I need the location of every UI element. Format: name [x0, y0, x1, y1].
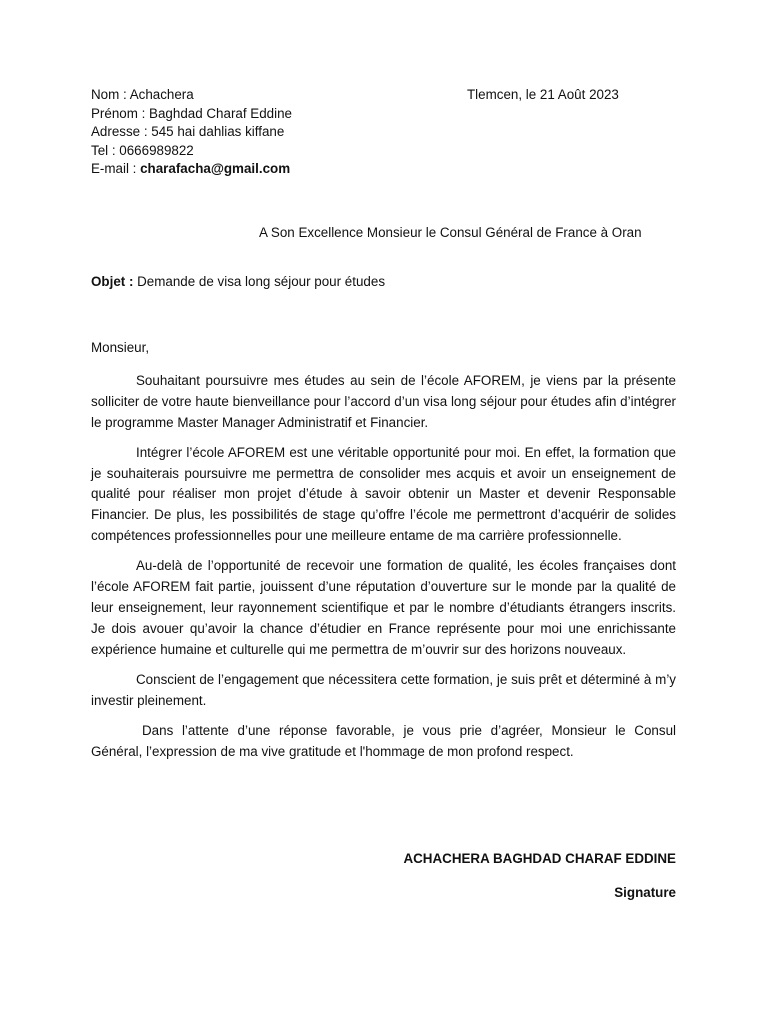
- sender-block: [91, 86, 292, 179]
- sender-firstname: Prénom : Baghdad Charaf Eddine: [91, 105, 292, 121]
- signature-label: Signature: [614, 885, 676, 900]
- recipient-line: A Son Excellence Monsieur le Consul Général de France à Oran: [259, 225, 642, 240]
- signer-name: ACHACHERA BAGHDAD CHARAF EDDINE: [403, 851, 676, 866]
- sender-address: Adresse : 545 hai dahlias kiffane: [91, 124, 285, 139]
- sender-email-label: E-mail :: [91, 161, 141, 176]
- place-date: Tlemcen, le 21 Août 2023: [467, 87, 619, 102]
- letter-body: [91, 371, 676, 772]
- sender-name: Nom : Achachera: [91, 87, 194, 102]
- subject-text: Demande de visa long séjour pour études: [133, 274, 386, 289]
- body-paragraph: Conscient de l’engagement que nécessitera cette formation, je suis prêt et déterminé à m’y investir pleinement.: [91, 671, 676, 708]
- sender-phone: Tel : 0666989822: [91, 142, 194, 158]
- sender-email-value: charafacha@gmail.com: [140, 161, 291, 176]
- closing-paragraph: Dans l’attente d’une réponse favorable, je vous prie d’agréer, Monsieur le Consul Général, l’expression de ma vive gratitude et l'hommage de mon profond respect.: [91, 722, 676, 759]
- sender-email: [91, 160, 292, 179]
- subject-line: [91, 274, 385, 289]
- salutation: Monsieur,: [91, 340, 150, 355]
- body-paragraph: Souhaitant poursuivre mes études au sein de l’école AFOREM, je viens par la présente solliciter de votre haute bienveillance pour l’accord d’un visa long séjour pour études afin d’intégrer le programme Master Manager Administratif et Financier.: [91, 373, 676, 430]
- subject-label: Objet :: [91, 274, 134, 289]
- body-paragraph: Intégrer l’école AFOREM est une véritable opportunité pour moi. En effet, la formation que je souhaiterais poursuivre me permettra de consolider mes acquis et avoir un enseignement de qualité pour réaliser mon projet d’étude à savoir obtenir un Master et devenir Responsable Financier. De plus, les possibilités de stage qu’offre l’école me permettront d’acquérir de solides compétences professionnelles pour une meilleure entame de ma carrière professionnelle.: [91, 444, 676, 544]
- body-paragraph: Au-delà de l’opportunité de recevoir une formation de qualité, les écoles françaises dont l’école AFOREM fait partie, jouissent d’une réputation d’ouverture sur le monde par la qualité de leur enseignement, leur rayonnement scientifique et par le nombre d’étudiants étrangers inscrits. Je dois avouer qu’avoir la chance d’étudier en France représente pour moi une enrichissante expérience humaine et culturelle qui me permettra de m’ouvrir sur des horizons nouveaux.: [91, 558, 676, 657]
